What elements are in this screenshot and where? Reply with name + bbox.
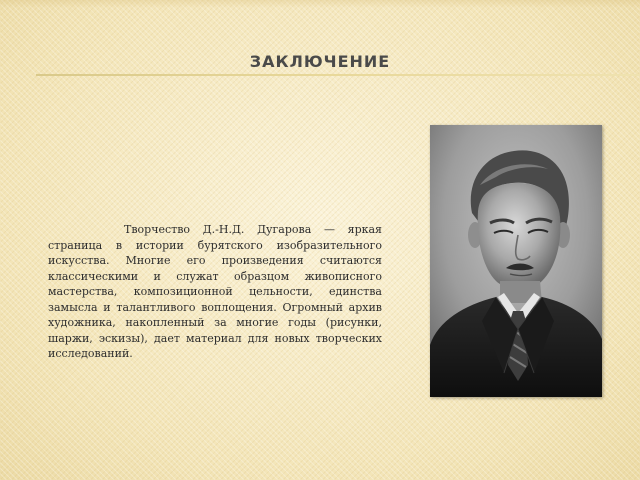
title-underline — [36, 74, 640, 76]
top-decoration — [0, 0, 640, 8]
body-paragraph: Творчество Д.-Н.Д. Дугарова — яркая страница в истории бурятского изобразительного искусства. Многие его произведения считаются классическими и служат образцом живописного мастерства, композиционной цельности, единства замысла и талантливого воплощения. Огромный архив художника, накопленный за многие годы (рисунки, шаржи, эскизы), дает материал для новых творческих исследований. — [48, 223, 382, 360]
portrait-image — [430, 125, 602, 397]
slide-title: ЗАКЛЮЧЕНИЕ — [249, 52, 391, 71]
artist-portrait-photo — [430, 125, 602, 397]
